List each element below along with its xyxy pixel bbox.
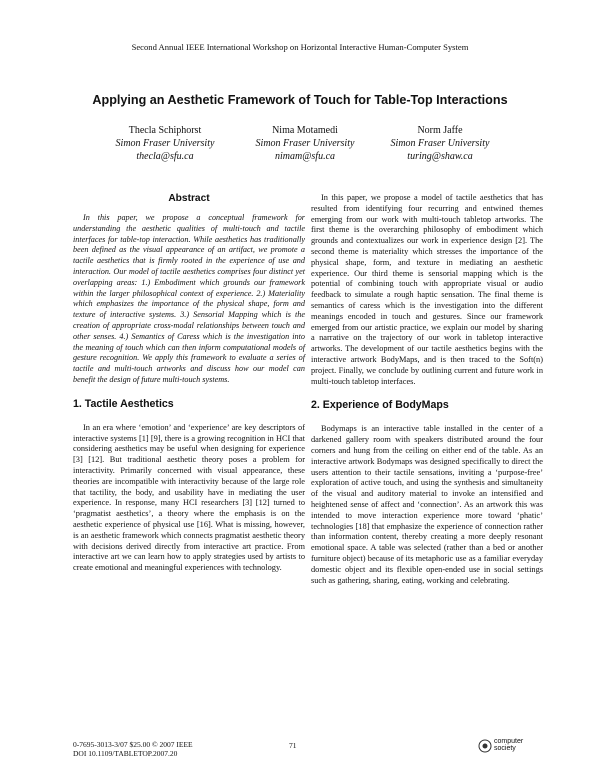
author-affiliation: Simon Fraser University: [390, 138, 490, 149]
footer-isbn: 0-7695-3013-3/07 $25.00 © 2007 IEEE: [73, 740, 193, 749]
page-number: 71: [289, 741, 297, 750]
section-2-heading: 2. Experience of BodyMaps: [311, 399, 449, 412]
paper-title: Applying an Aesthetic Framework of Touch for Table-Top Interactions: [92, 93, 508, 107]
author-email: thecla@sfu.ca: [136, 151, 194, 162]
computer-society-logo-icon: [478, 739, 492, 753]
author-block-1: [85, 124, 245, 163]
author-name: Nima Motamedi: [272, 125, 338, 136]
publisher-logo: [478, 736, 528, 758]
abstract-text: In this paper, we propose a conceptual framework for understanding the aesthetic qualities of multi-touch and tactile interfaces for table-top interaction. While aesthetics has traditionally been defined as the visual appearance of an artifact, we promote a tactile aesthetics that is firmly rooted in the experience of use and interaction. Our model of tactile aesthetics comprises four distinct yet overlapping areas: 1.) Embodiment which grounds our framework within the larger philosophical context of experience. 2.) Materiality which emphasizes the importance of the physical shape, form and texture of interactive systems. 3.) Sensorial Mapping which is the creation of appropriate cross-modal relationships between touch and other senses. 4.) Semantics of Caress which is the investigation into the meaning of touch which can then inform computational models of gesture recognition. We apply this framework to evaluate a series of tactile and multi-touch artworks and discuss how our model can benefit the design of future multi-touch systems.: [73, 213, 305, 384]
author-affiliation: Simon Fraser University: [115, 138, 215, 149]
running-header: Second Annual IEEE International Workshop on Horizontal Interactive Human-Computer System: [131, 42, 469, 52]
author-email: nimam@sfu.ca: [274, 151, 336, 162]
section-1-paragraph: In an era where ‘emotion’ and ‘experience’ are key descriptors of interactive systems [1] [9], there is a growing recognition in HCI that considering aesthetics may be useful when designing for experience [3] [12]. But traditional aesthetic theory poses a problem for interactivity. Primarily concerned with visual appearance, these theories are incompatible with interactivity because of the large role that tactility, the body, and usability have in mediating the user experience. In response, many HCI researchers [3] [12] turned to ‘pragmatist aesthetics’, a theory where the emphasis is on the aesthetic experience of physical use [16]. What is missing, however, is an aesthetic framework which connects pragmatist aesthetic theory with decisions derived directly from interactive art practice. From interactive art we can learn how to apply strategies used by artists to create emotional and meaningful experiences with technology.: [73, 422, 305, 573]
left-column: [73, 193, 305, 586]
footer-copyright: [73, 740, 193, 758]
footer-doi: DOI 10.1109/TABLETOP.2007.20: [73, 749, 178, 758]
author-block-3: [360, 124, 520, 163]
author-name: Thecla Schiphorst: [128, 125, 202, 136]
right-column: [311, 193, 543, 598]
publisher-logo-text: computer society: [494, 738, 524, 752]
section-1-heading: 1. Tactile Aesthetics: [73, 397, 174, 410]
author-affiliation: Simon Fraser University: [255, 138, 355, 149]
abstract-heading: Abstract: [168, 193, 210, 204]
section-2-paragraph: Bodymaps is an interactive table installed in the center of a darkened gallery room with speakers distributed around the four corners and hung from the ceiling on either end of the table. As an interactive artwork Bodymaps was designed specifically to direct the users attention to their tactile sensations, inviting a ‘purpose-free’ exploration of active touch, and using the synthesis and simultaneity of the visual and auditory material to invoke an intensified and heightened sense of affect and ‘connection’. As an artwork this was intended to move interaction experience more toward ‘phatic’ technologies [18] that emphasize the experience of connection rather than information content, thereby creating a more deeply resonant emotional space. A table was selected (rather than a bed or another furniture object) because of its metaphoric use as a familiar everyday domestic object and its flexible open-ended use in social settings such as gathering, sharing, eating, working and celebrating.: [311, 424, 543, 585]
author-name: Norm Jaffe: [417, 125, 463, 136]
intro-paragraph: In this paper, we propose a model of tactile aesthetics that has resulted from identifying four recurring and entwined themes emerging from our work with multi-touch tabletop artworks. The first theme is the overarching philosophy of embodiment which grounds and contextualizes our work in experience design [2]. The second theme is materiality which stresses the importance of the physical shape, form, and texture in mediating an aesthetic experience. Our third theme is sensorial mapping which is the potential of combining touch with appropriate visual or audio feedback to simulate a rough haptic sensation. The final theme is semantics of caress which is the investigation into the different meanings encoded in touch and gestures. Since our framework emerged from our artistic practice, we explain our model by sharing a narrative on the trajectory of our work in tabletop interactive artworks. The development of our tactile aesthetics begins with the interactive artwork BodyMaps, and is then traced to the Soft(n) project. Finally, we conclude by outlining current and future work in multi-touch tabletop interfaces.: [311, 193, 543, 386]
author-email: turing@shaw.ca: [407, 151, 473, 162]
